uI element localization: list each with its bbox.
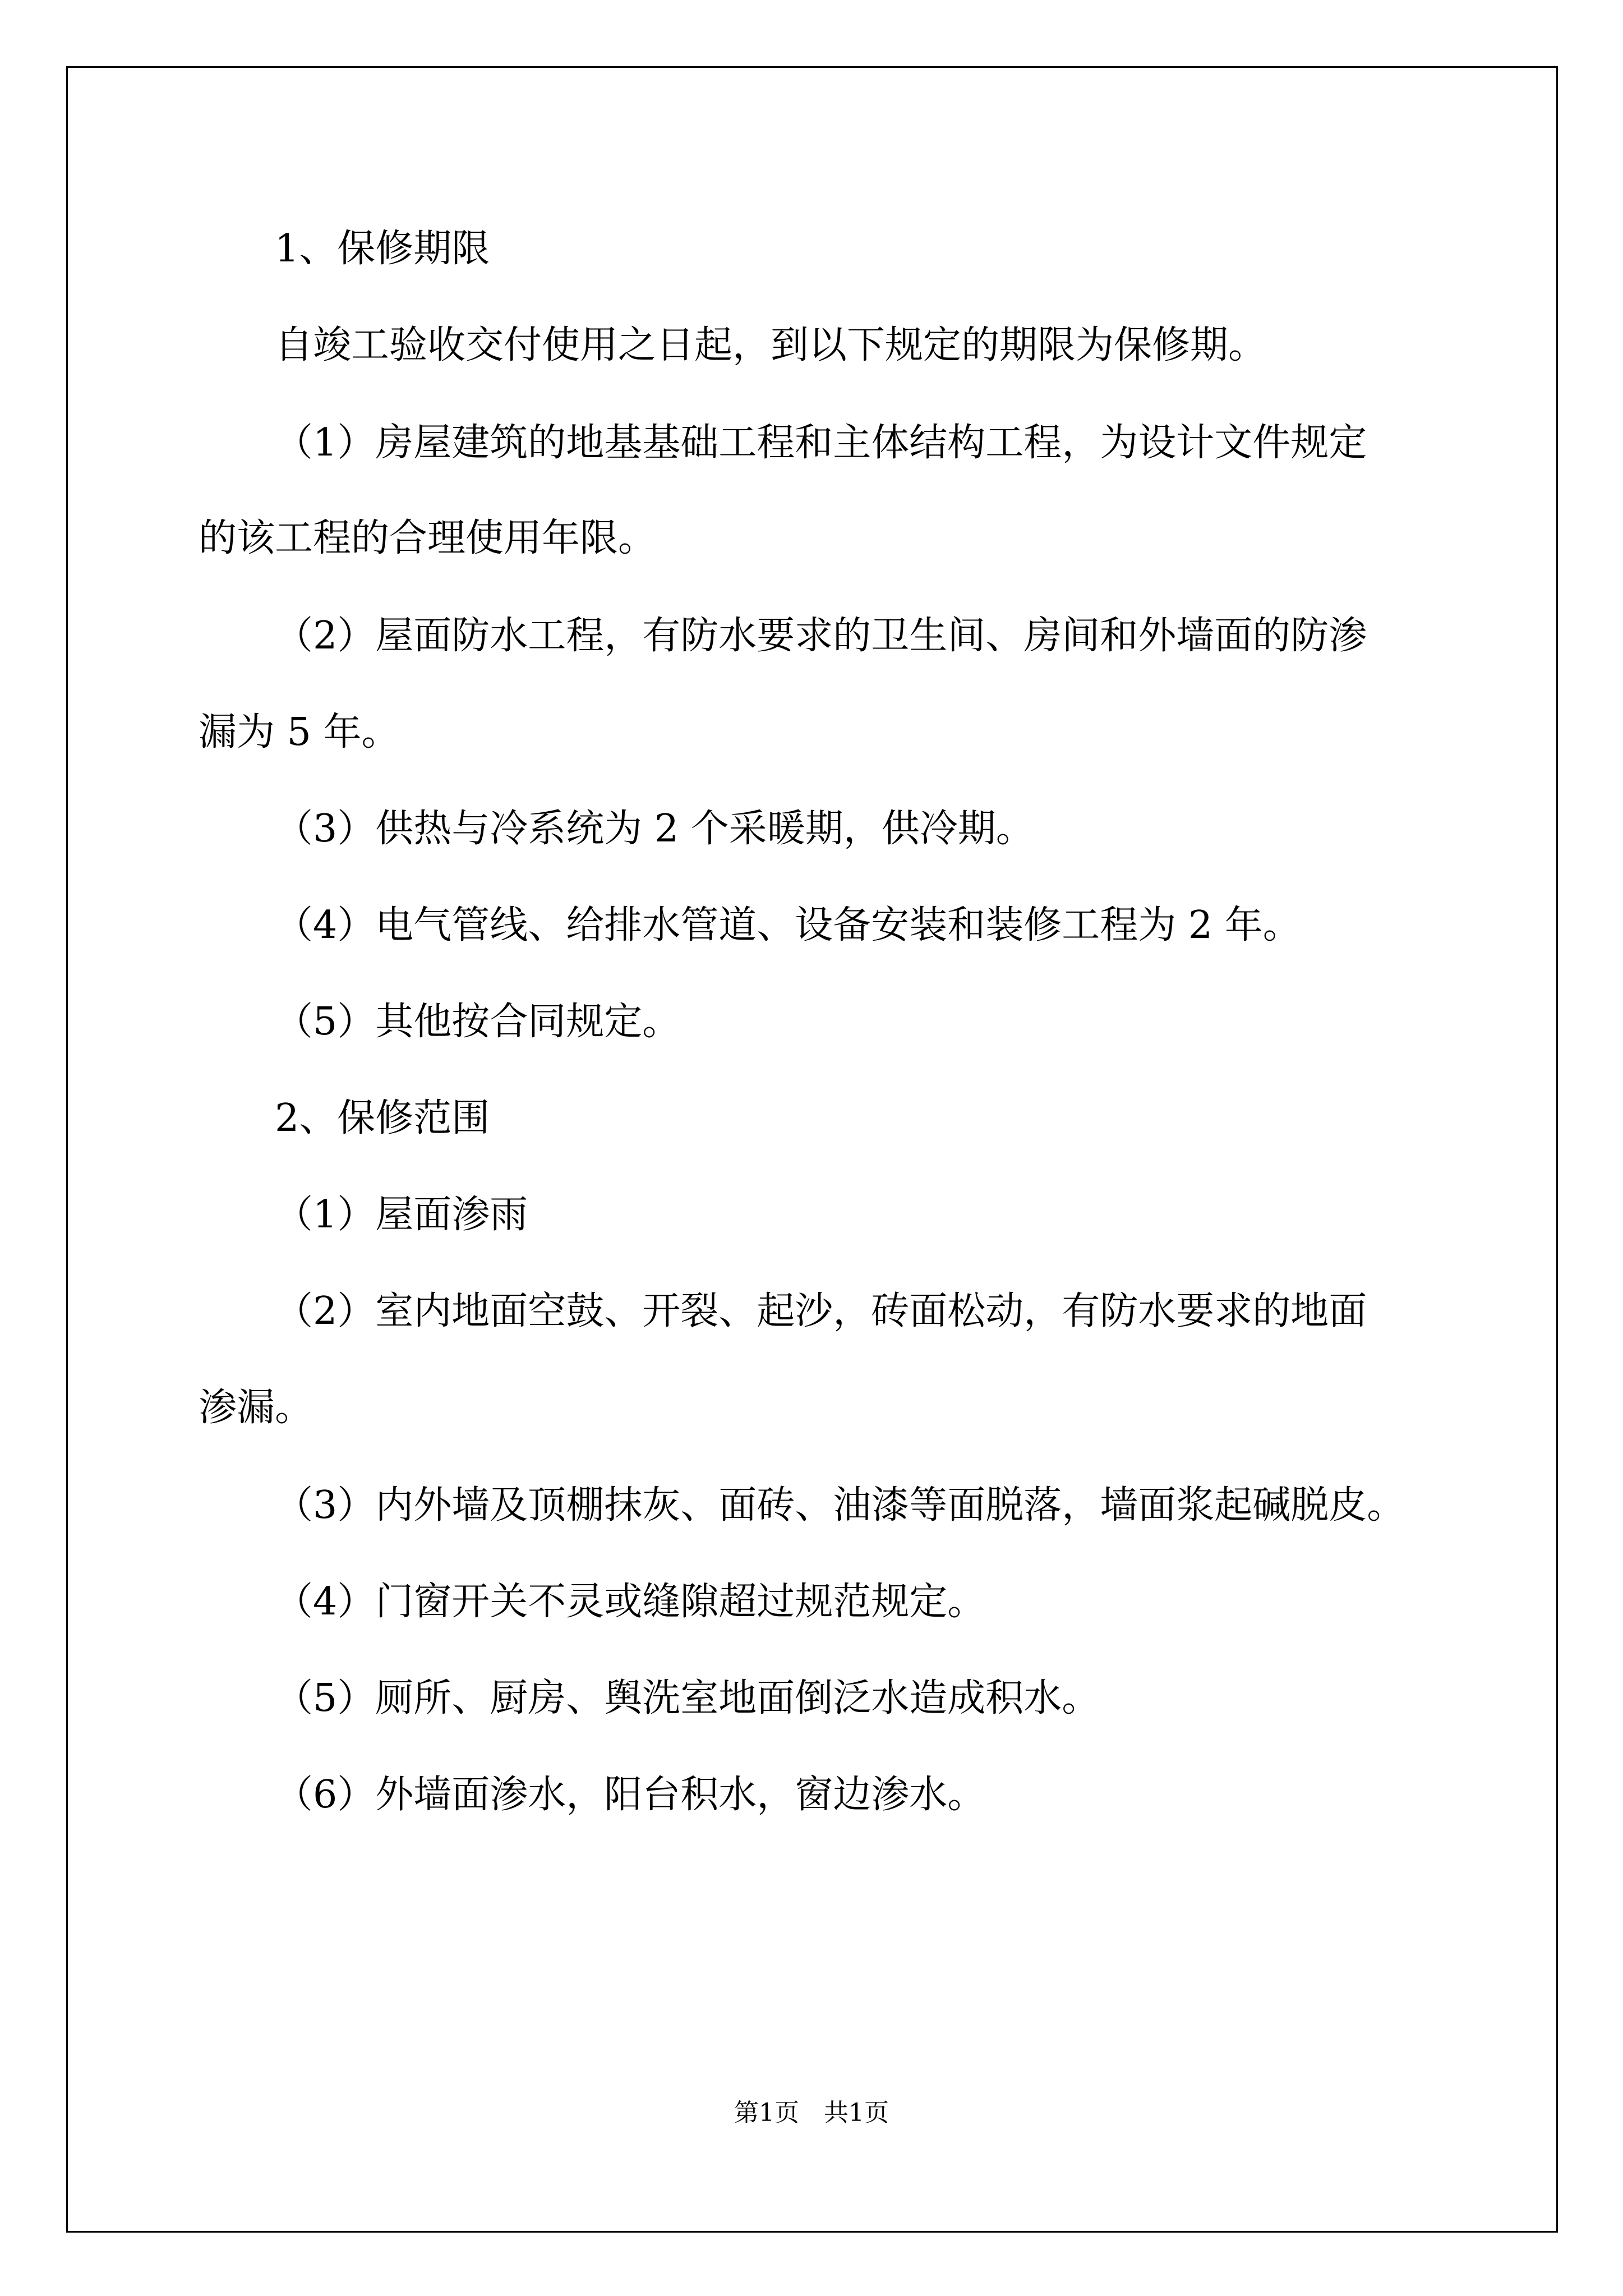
paragraph: （3）供热与冷系统为 2 个采暖期，供冷期。 — [275, 807, 1034, 851]
paragraph: （1）屋面渗雨 — [275, 1193, 528, 1237]
paragraph: （4）门窗开关不灵或缝隙超过规范规定。 — [275, 1580, 986, 1624]
paragraph-continuation: 的该工程的合理使用年限。 — [199, 516, 657, 560]
paragraph: （6）外墙面渗水，阳台积水，窗边渗水。 — [275, 1773, 986, 1817]
paragraph-continuation: 漏为 5 年。 — [199, 710, 400, 754]
heading-warranty-period: 1、保修期限 — [275, 227, 490, 271]
paragraph: （2）屋面防水工程，有防水要求的卫生间、房间和外墙面的防渗 — [275, 614, 1367, 658]
page-border — [66, 66, 1558, 2233]
paragraph: （3）内外墙及顶棚抹灰、面砖、油漆等面脱落，墙面浆起碱脱皮。 — [275, 1483, 1405, 1527]
page-number-footer: 第1页 共1页 — [734, 2099, 889, 2127]
paragraph: （2）室内地面空鼓、开裂、起沙，砖面松动，有防水要求的地面 — [275, 1289, 1367, 1333]
paragraph: （5）其他按合同规定。 — [275, 1000, 681, 1044]
paragraph-continuation: 渗漏。 — [199, 1386, 313, 1430]
paragraph: 自竣工验收交付使用之日起，到以下规定的期限为保修期。 — [275, 323, 1267, 367]
paragraph: （4）电气管线、给排水管道、设备安装和装修工程为 2 年。 — [275, 903, 1301, 947]
paragraph: （1）房屋建筑的地基基础工程和主体结构工程，为设计文件规定 — [275, 421, 1367, 465]
paragraph: （5）厕所、厨房、舆洗室地面倒泛水造成积水。 — [275, 1676, 1100, 1720]
heading-warranty-scope: 2、保修范围 — [275, 1096, 490, 1140]
